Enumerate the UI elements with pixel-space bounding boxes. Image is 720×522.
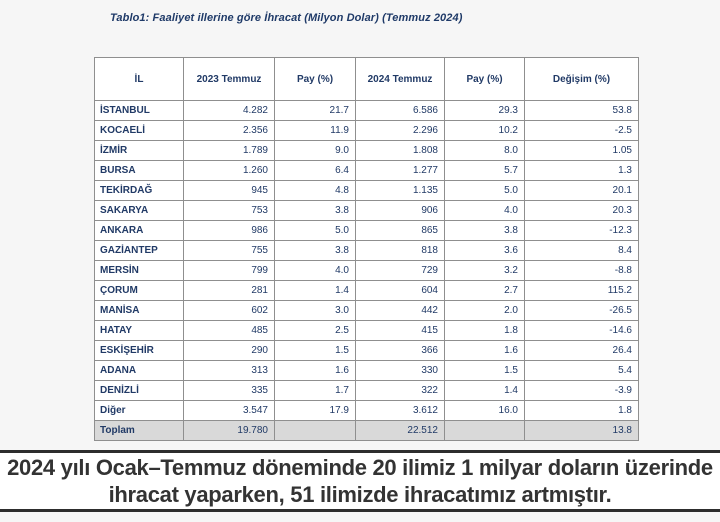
province-cell: MANİSA	[95, 301, 184, 321]
value-cell: 3.612	[356, 401, 445, 421]
table-row	[95, 101, 639, 121]
value-cell: 2.5	[275, 321, 356, 341]
value-cell: 729	[356, 261, 445, 281]
value-cell: 322	[356, 381, 445, 401]
value-cell: 485	[184, 321, 275, 341]
value-cell: 986	[184, 221, 275, 241]
province-cell: SAKARYA	[95, 201, 184, 221]
province-cell: ESKİŞEHİR	[95, 341, 184, 361]
column-header-3: 2024 Temmuz	[356, 58, 445, 101]
value-cell	[445, 421, 525, 441]
column-header-2: Pay (%)	[275, 58, 356, 101]
column-header-4: Pay (%)	[445, 58, 525, 101]
table-body	[95, 101, 639, 441]
value-cell: 8.0	[445, 141, 525, 161]
table-title: Tablo1: Faaliyet illerine göre İhracat (Milyon Dolar) (Temmuz 2024)	[110, 12, 463, 24]
banner-line-1: 2024 yılı Ocak–Temmuz döneminde 20 ilimiz 1 milyar doların üzerinde	[7, 455, 713, 480]
value-cell: 755	[184, 241, 275, 261]
value-cell: -12.3	[525, 221, 639, 241]
table-header	[95, 58, 639, 101]
value-cell: 4.0	[275, 261, 356, 281]
value-cell: 865	[356, 221, 445, 241]
value-cell: 4.0	[445, 201, 525, 221]
table-row	[95, 221, 639, 241]
province-cell: BURSA	[95, 161, 184, 181]
value-cell: 20.3	[525, 201, 639, 221]
value-cell: 115.2	[525, 281, 639, 301]
value-cell: -8.8	[525, 261, 639, 281]
value-cell: 818	[356, 241, 445, 261]
value-cell: 1.4	[275, 281, 356, 301]
value-cell: 3.8	[275, 241, 356, 261]
value-cell: 29.3	[445, 101, 525, 121]
value-cell: 4.282	[184, 101, 275, 121]
total-row	[95, 421, 639, 441]
value-cell: 9.0	[275, 141, 356, 161]
value-cell: 2.0	[445, 301, 525, 321]
province-cell: HATAY	[95, 321, 184, 341]
table-row	[95, 341, 639, 361]
value-cell: 602	[184, 301, 275, 321]
value-cell: 5.0	[445, 181, 525, 201]
header-row	[95, 58, 639, 101]
value-cell: 604	[356, 281, 445, 301]
table-row	[95, 241, 639, 261]
column-header-5: Değişim (%)	[525, 58, 639, 101]
value-cell: 17.9	[275, 401, 356, 421]
province-cell: Toplam	[95, 421, 184, 441]
value-cell: 1.6	[445, 341, 525, 361]
value-cell: 21.7	[275, 101, 356, 121]
province-cell: ÇORUM	[95, 281, 184, 301]
value-cell: 906	[356, 201, 445, 221]
value-cell: 330	[356, 361, 445, 381]
value-cell: 8.4	[525, 241, 639, 261]
value-cell: 11.9	[275, 121, 356, 141]
value-cell: 3.547	[184, 401, 275, 421]
banner-line-2: ihracat yaparken, 51 ilimizde ihracatımız artmıştır.	[108, 482, 612, 507]
value-cell: 313	[184, 361, 275, 381]
value-cell: 3.8	[275, 201, 356, 221]
table-row	[95, 141, 639, 161]
value-cell: 290	[184, 341, 275, 361]
value-cell: 26.4	[525, 341, 639, 361]
table-row	[95, 381, 639, 401]
value-cell: 5.7	[445, 161, 525, 181]
value-cell: 1.8	[525, 401, 639, 421]
value-cell: 3.2	[445, 261, 525, 281]
value-cell: 1.260	[184, 161, 275, 181]
value-cell: 366	[356, 341, 445, 361]
value-cell: 1.5	[445, 361, 525, 381]
province-cell: MERSİN	[95, 261, 184, 281]
value-cell: 1.6	[275, 361, 356, 381]
province-cell: TEKİRDAĞ	[95, 181, 184, 201]
value-cell: 3.6	[445, 241, 525, 261]
province-cell: GAZİANTEP	[95, 241, 184, 261]
value-cell: 281	[184, 281, 275, 301]
table-row	[95, 401, 639, 421]
value-cell	[275, 421, 356, 441]
table-row	[95, 321, 639, 341]
value-cell: 442	[356, 301, 445, 321]
value-cell: 6.586	[356, 101, 445, 121]
value-cell: 3.8	[445, 221, 525, 241]
province-cell: İZMİR	[95, 141, 184, 161]
province-cell: Diğer	[95, 401, 184, 421]
value-cell: -14.6	[525, 321, 639, 341]
value-cell: 799	[184, 261, 275, 281]
value-cell: 415	[356, 321, 445, 341]
summary-banner	[0, 450, 720, 512]
value-cell: 4.8	[275, 181, 356, 201]
table-row	[95, 361, 639, 381]
value-cell: 13.8	[525, 421, 639, 441]
province-cell: İSTANBUL	[95, 101, 184, 121]
value-cell: 1.05	[525, 141, 639, 161]
province-cell: ANKARA	[95, 221, 184, 241]
table-row	[95, 121, 639, 141]
table-row	[95, 261, 639, 281]
table-row	[95, 161, 639, 181]
table-row	[95, 201, 639, 221]
value-cell: 945	[184, 181, 275, 201]
value-cell: 20.1	[525, 181, 639, 201]
table-row	[95, 301, 639, 321]
value-cell: 1.8	[445, 321, 525, 341]
value-cell: -3.9	[525, 381, 639, 401]
column-header-1: 2023 Temmuz	[184, 58, 275, 101]
province-cell: ADANA	[95, 361, 184, 381]
value-cell: 1.135	[356, 181, 445, 201]
value-cell: 1.4	[445, 381, 525, 401]
export-by-province-table	[94, 57, 639, 441]
value-cell: -26.5	[525, 301, 639, 321]
value-cell: 5.0	[275, 221, 356, 241]
value-cell: 1.7	[275, 381, 356, 401]
value-cell: 1.5	[275, 341, 356, 361]
value-cell: 6.4	[275, 161, 356, 181]
value-cell: 1.277	[356, 161, 445, 181]
value-cell: 19.780	[184, 421, 275, 441]
province-cell: DENİZLİ	[95, 381, 184, 401]
value-cell: 3.0	[275, 301, 356, 321]
value-cell: 16.0	[445, 401, 525, 421]
value-cell: 335	[184, 381, 275, 401]
column-header-0: İL	[95, 58, 184, 101]
value-cell: 22.512	[356, 421, 445, 441]
value-cell: 1.808	[356, 141, 445, 161]
province-cell: KOCAELİ	[95, 121, 184, 141]
value-cell: 2.7	[445, 281, 525, 301]
value-cell: 10.2	[445, 121, 525, 141]
value-cell: 5.4	[525, 361, 639, 381]
table-row	[95, 281, 639, 301]
table-row	[95, 181, 639, 201]
value-cell: 2.296	[356, 121, 445, 141]
value-cell: -2.5	[525, 121, 639, 141]
value-cell: 1.789	[184, 141, 275, 161]
value-cell: 753	[184, 201, 275, 221]
value-cell: 2.356	[184, 121, 275, 141]
value-cell: 1.3	[525, 161, 639, 181]
value-cell: 53.8	[525, 101, 639, 121]
